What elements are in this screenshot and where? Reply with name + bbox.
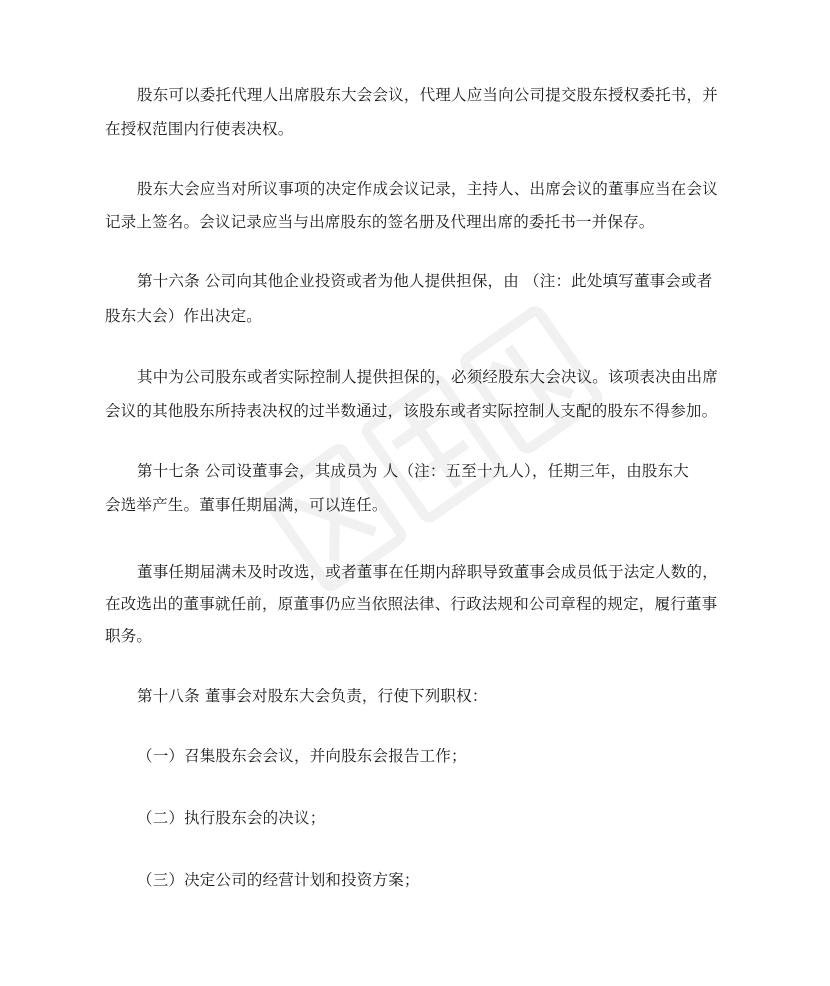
para-3-line-2: 会议的其他股东所持表决权的过半数通过，该股东或者实际控制人支配的股东不得参加。: [105, 402, 718, 420]
watermark-logo: [230, 300, 650, 600]
para-2-line-1: 股东大会应当对所议事项的决定作成会议记录，主持人、出席会议的董事应当在会议: [137, 180, 718, 198]
list-item-3: （三）决定公司的经营计划和投资方案；: [137, 871, 420, 889]
para-3-line-1: 其中为公司股东或者实际控制人提供担保的，必须经股东大会决议。该项表决由出席: [137, 368, 718, 386]
para-2-line-2: 记录上签名。会议记录应当与出席股东的签名册及代理出席的委托书一并保存。: [105, 213, 655, 231]
para-4-line-2: 在改选出的董事就任前，原董事仍应当依照法律、行政法规和公司章程的规定，履行董事: [105, 595, 718, 613]
para-4-line-3: 职务。: [105, 627, 153, 645]
article-17-line-1: 第十七条 公司设董事会，其成员为 人（注：五至十九人），任期三年，由股东大: [137, 462, 690, 480]
para-1-line-2: 在授权范围内行使表决权。: [105, 120, 294, 138]
article-16-line-2: 股东大会）作出决定。: [105, 307, 263, 325]
para-4-line-1: 董事任期届满未及时改选，或者董事在任期内辞职导致董事会成员低于法定人数的，: [137, 563, 718, 581]
list-item-2: （二）执行股东会的决议；: [137, 809, 326, 827]
list-item-1: （一）召集股东会会议，并向股东会报告工作；: [137, 747, 467, 765]
para-1-line-1: 股东可以委托代理人出席股东大会会议，代理人应当向公司提交股东授权委托书，并: [137, 86, 718, 104]
article-18-heading: 第十八条 董事会对股东大会负责，行使下列职权：: [137, 687, 488, 705]
article-16-line-1: 第十六条 公司向其他企业投资或者为他人提供担保，由 （注：此处填写董事会或者: [137, 272, 713, 290]
article-17-line-2: 会选举产生。董事任期届满，可以连任。: [105, 496, 388, 514]
